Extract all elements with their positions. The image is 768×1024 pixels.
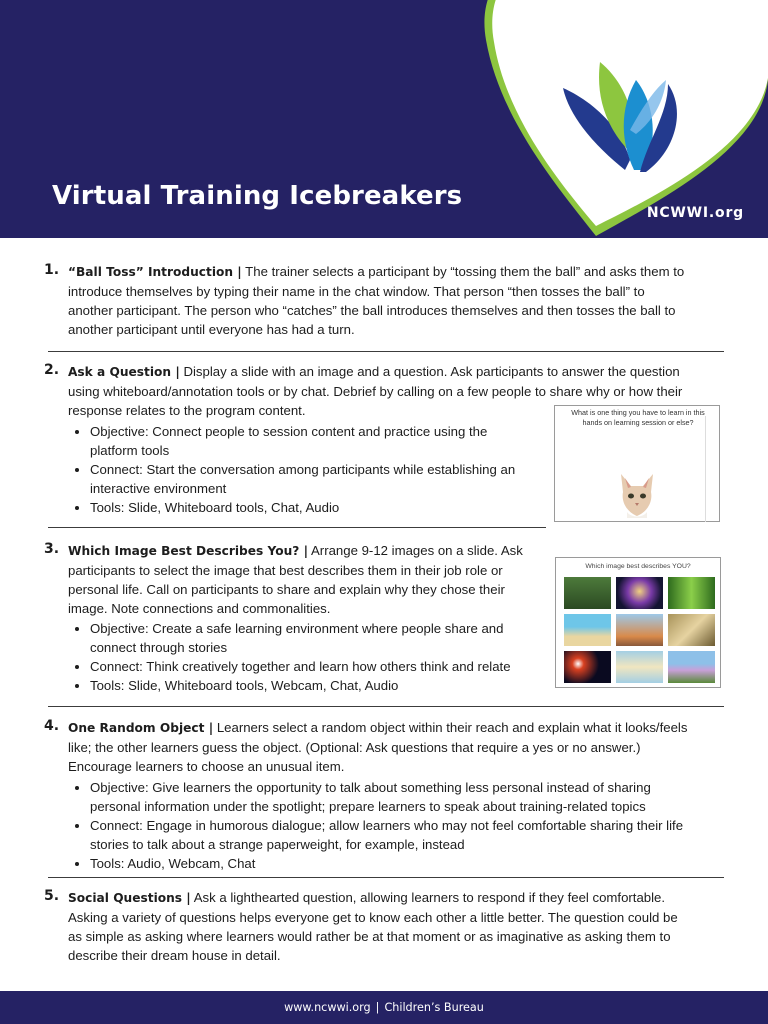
item-title: Ask a Question | — [68, 365, 180, 379]
bullet-item: • Connect: Think creatively together and learn how others think and relate — [90, 657, 511, 676]
fireworks-image-icon — [616, 577, 663, 609]
bamboo-image-icon — [668, 577, 715, 609]
bullet-item: • Tools: Slide, Whiteboard tools, Webcam, Chat, Audio — [90, 676, 511, 695]
bullet-list — [68, 422, 515, 517]
site-tag: NCWWI.org — [646, 205, 744, 221]
item-number: 2. — [44, 362, 60, 378]
divider — [48, 706, 724, 707]
bullet-item: • Objective: Create a safe learning environment where people share and connect through stories — [90, 619, 511, 657]
bullet-item: • Connect: Engage in humorous dialogue; allow learners who may not feel comfortable sharing their life stories to talk about a strange paperweight, for example, instead — [90, 816, 683, 854]
item-number: 4. — [44, 718, 60, 734]
slide-question: What is one thing you have to learn in this hands on learning session or else? — [571, 408, 705, 427]
flowers-image-icon — [668, 651, 715, 683]
bullet-item: • Tools: Audio, Webcam, Chat — [90, 854, 683, 873]
item-title: Social Questions | — [68, 891, 191, 905]
item-paragraph: Social Questions | Ask a lighthearted question, allowing learners to respond if they feel comfortable. Asking a variety of questions helps everyone get to know each other a little better. The question could be as simple as asking where learners would rather be at that moment or as imaginative as asking them to describe their dream house in detail. — [68, 890, 678, 963]
pandas-image-icon — [564, 577, 611, 609]
image-grid-slide-thumbnail — [555, 557, 721, 688]
cat-image-icon — [617, 472, 657, 518]
bullet-list — [68, 778, 683, 873]
item-paragraph: “Ball Toss” Introduction | The trainer selects a participant by “tossing them the ball” and asks them to introduce themselves by typing their name in the chat window. That person “then tosses the ball” to another participant. The person who “catches” the ball introduces themselves and then tosses the ball to another participant until everyone has had a turn. — [68, 264, 685, 337]
page-header — [0, 0, 768, 238]
item-number: 3. — [44, 541, 60, 557]
item-number: 1. — [44, 262, 60, 278]
beach-image-icon — [564, 614, 611, 646]
footer-url[interactable]: www.ncwwi.org — [284, 1001, 371, 1014]
page-footer — [0, 991, 768, 1024]
lion-image-icon — [668, 614, 715, 646]
balloons-image-icon — [616, 614, 663, 646]
divider — [48, 877, 724, 878]
divider — [48, 351, 724, 352]
bullet-item: • Objective: Give learners the opportunity to talk about something less personal instead of sharing personal information under the spotlight; prepare learners to speak about training-related topics — [90, 778, 683, 816]
item-paragraph: Ask a Question | Display a slide with an image and a question. Ask participants to answer the question using whiteboard/annotation tools or by chat. Debrief by calling on a few people to share why or how their response relates to the program content. — [68, 364, 683, 418]
item-paragraph: Which Image Best Describes You? | Arrange 9-12 images on a slide. Ask participants to select the image that best describes them in their job role or personal life. Call on participants to share and explain why they chose their image. Note connections and commonalities. — [68, 543, 523, 616]
item-paragraph: One Random Object | Learners select a random object within their reach and explain what it looks/feels like; the other learners guess the object. (Optional: Ask questions that require a yes or no answer.) Encourage learners to choose an unusual item. — [68, 720, 688, 774]
bullet-item: • Tools: Slide, Whiteboard tools, Chat, Audio — [90, 498, 515, 517]
page-title: Virtual Training Icebreakers — [52, 181, 463, 211]
slide-caption: Which image best describes YOU? — [585, 563, 691, 570]
item-title: “Ball Toss” Introduction | — [68, 265, 242, 279]
bullet-list — [68, 619, 511, 695]
space-image-icon — [564, 651, 611, 683]
bullet-item: • Connect: Start the conversation among participants while establishing an interactive environment — [90, 460, 515, 498]
item-number: 5. — [44, 888, 60, 904]
bullet-item: • Objective: Connect people to session content and practice using the platform tools — [90, 422, 515, 460]
item-title: One Random Object | — [68, 721, 214, 735]
map-image-icon — [616, 651, 663, 683]
footer-org: Children’s Bureau — [384, 1001, 484, 1014]
divider — [48, 527, 546, 528]
item-title: Which Image Best Describes You? | — [68, 544, 309, 558]
question-slide-thumbnail — [554, 405, 720, 522]
footer-separator: | — [375, 1001, 380, 1014]
